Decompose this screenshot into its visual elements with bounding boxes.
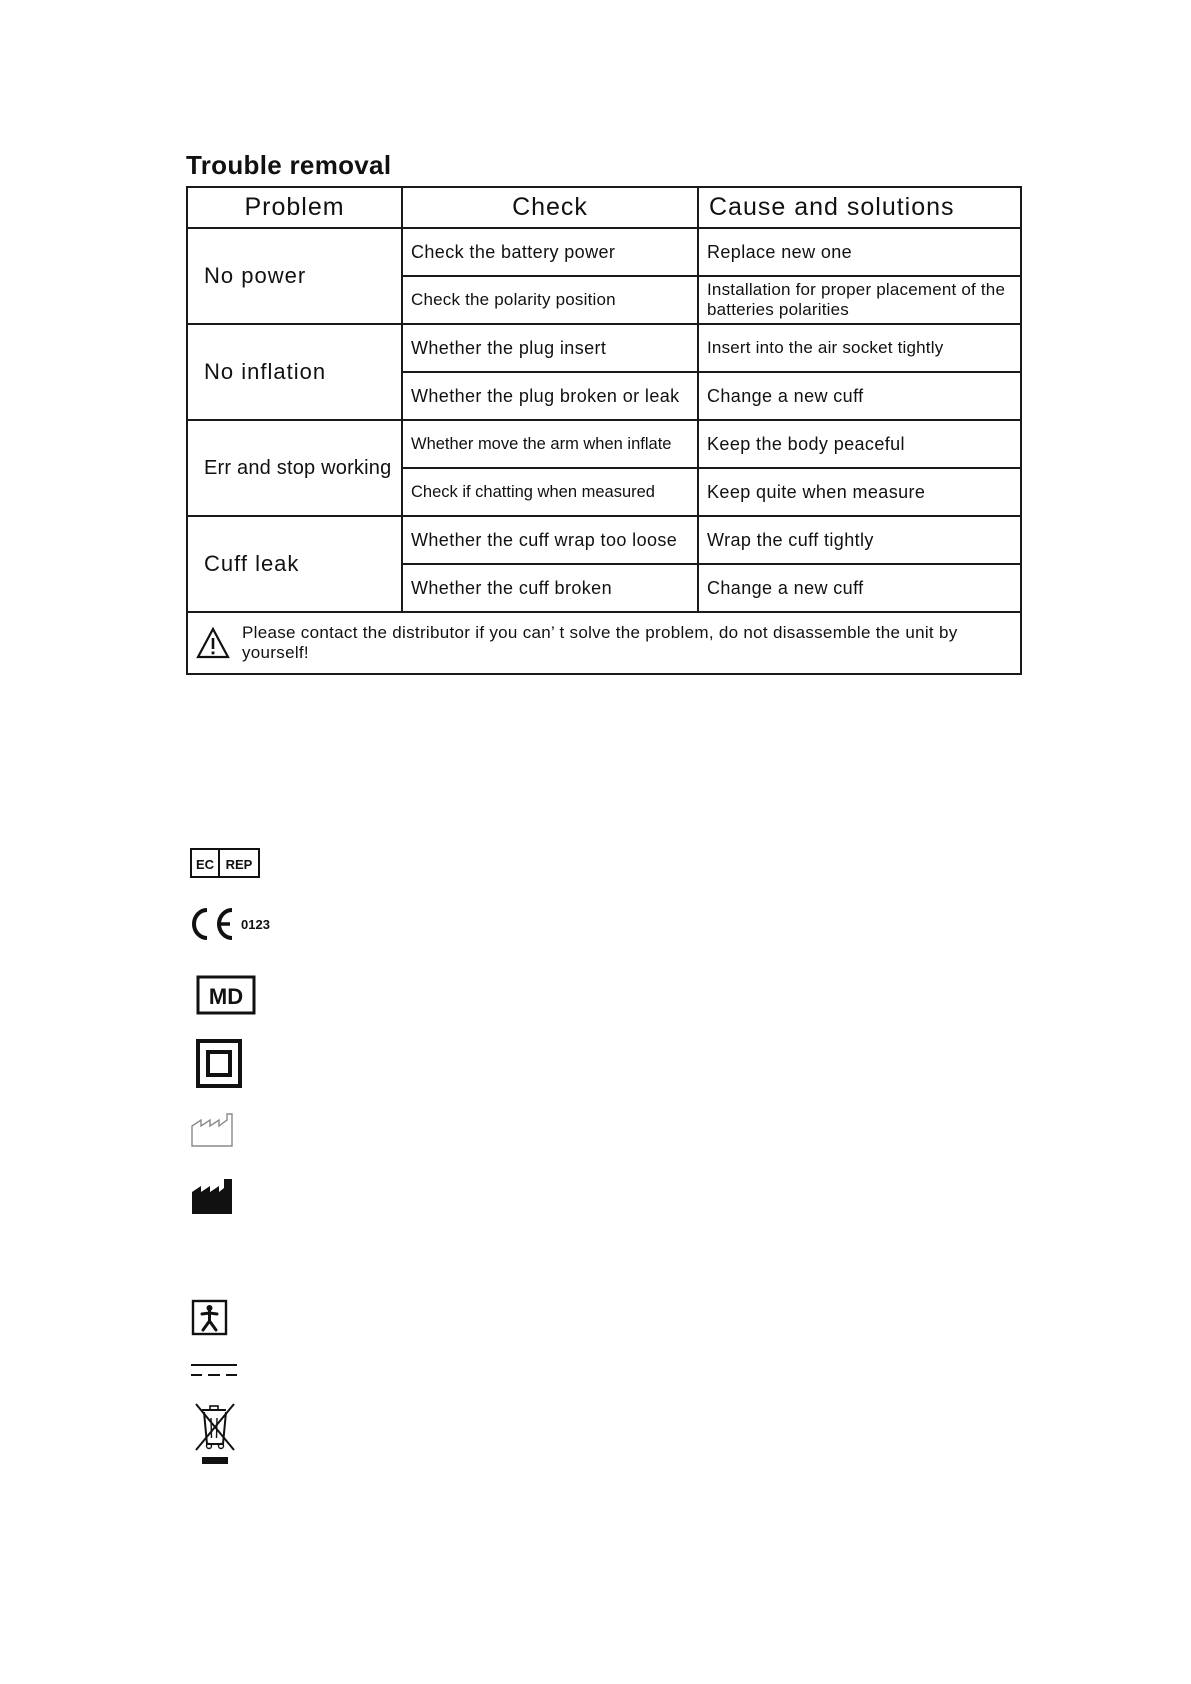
- warning-cell: [187, 612, 1021, 674]
- ec-rep-right-text: REP: [225, 857, 253, 872]
- weee-bin-icon: [190, 1400, 246, 1466]
- solution-cell: Change a new cuff: [698, 564, 1021, 612]
- section-title: Trouble removal: [186, 150, 392, 180]
- header-problem: Problem: [187, 187, 402, 228]
- problem-cell: No power: [187, 228, 402, 324]
- check-cell: Whether the cuff wrap too loose: [402, 516, 698, 564]
- check-cell: Whether the cuff broken: [402, 564, 698, 612]
- header-check: Check: [402, 187, 698, 228]
- class-ii-icon: [190, 1038, 250, 1092]
- direct-current-icon: [190, 1362, 240, 1378]
- table-row: [187, 324, 1021, 372]
- check-cell: Check the battery power: [402, 228, 698, 276]
- warning-row: [187, 612, 1021, 674]
- solution-cell: Keep the body peaceful: [698, 420, 1021, 468]
- solution-cell: Replace new one: [698, 228, 1021, 276]
- check-cell: Check if chatting when measured: [402, 468, 698, 516]
- solution-cell: Insert into the air socket tightly: [698, 324, 1021, 372]
- md-icon: [190, 974, 260, 1016]
- manufacturer-icon: [190, 1176, 240, 1216]
- md-text: MD: [208, 984, 244, 1009]
- table-header-row: [187, 187, 1021, 228]
- check-cell: Check the polarity position: [402, 276, 698, 324]
- problem-cell: Cuff leak: [187, 516, 402, 612]
- ce-number-text: 0123: [241, 917, 270, 932]
- table-row: [187, 228, 1021, 276]
- check-cell: Whether the plug broken or leak: [402, 372, 698, 420]
- ec-rep-left-text: EC: [195, 857, 215, 872]
- check-cell: Whether the plug insert: [402, 324, 698, 372]
- ec-rep-icon: [190, 848, 260, 878]
- table-row: [187, 420, 1021, 468]
- trouble-table: [186, 186, 1022, 675]
- problem-cell: No inflation: [187, 324, 402, 420]
- solution-cell: Keep quite when measure: [698, 468, 1021, 516]
- warning-text: Please contact the distributor if you can’ t solve the problem, do not disassemble the unit by yourself!: [242, 623, 958, 662]
- ce-mark-icon: [190, 906, 274, 942]
- manufacture-date-icon: [190, 1108, 240, 1148]
- problem-cell: Err and stop working: [187, 420, 402, 516]
- header-cause: Cause and solutions: [698, 187, 1021, 228]
- solution-cell: Wrap the cuff tightly: [698, 516, 1021, 564]
- solution-cell: Installation for proper placement of the batteries polarities: [698, 276, 1021, 324]
- type-bf-icon: [190, 1299, 234, 1337]
- check-cell: Whether move the arm when inflate: [402, 420, 698, 468]
- table-row: [187, 516, 1021, 564]
- warning-triangle-icon: [196, 627, 230, 659]
- solution-cell: Change a new cuff: [698, 372, 1021, 420]
